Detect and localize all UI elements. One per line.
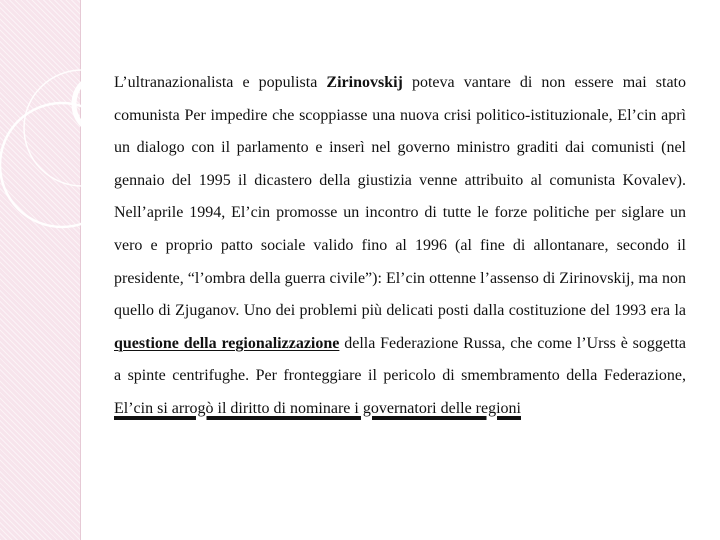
highlighted-conclusion: El’cin si arrogò il diritto di nominare i governatori delle regioni [114,399,521,417]
slide-body [114,67,686,426]
text-segment: poteva vantare di non essere mai stato comunista Per impedire che scoppiasse una nuova crisi politico-istituzionale, El’cin aprì un dialogo con il parlamento e inserì nel governo ministro graditi dai comunisti (nel gennaio del 1995 il dicastero della giustizia venne attribuito al comunista Kovalev). Nell’aprile 1994, El’cin promosse un incontro di tutte le forze politiche per siglare un vero e proprio patto sociale valido fino al 1996 (al fine di allontanare, secondo il presidente, “l’ombra della guerra civile”): El’cin ottenne l’assenso di Zirinovskij, ma non quello di Zjuganov. Uno dei problemi più delicati posti dalla costituzione del 1993 era la [114,74,687,320]
slide-paragraph [114,67,686,426]
text-segment: L’ultranazionalista e populista [114,74,327,91]
text-segment: della Federazione Russa, che come l’Urss è soggetta a spinte centrifughe. Per fronteggiare il pericolo di smembramento della Federazione, [114,334,686,385]
key-term-regionalization: questione della regionalizzazione [114,334,340,352]
decorative-circle-large [0,103,124,227]
name-zirinovskij: Zirinovskij [326,74,403,91]
